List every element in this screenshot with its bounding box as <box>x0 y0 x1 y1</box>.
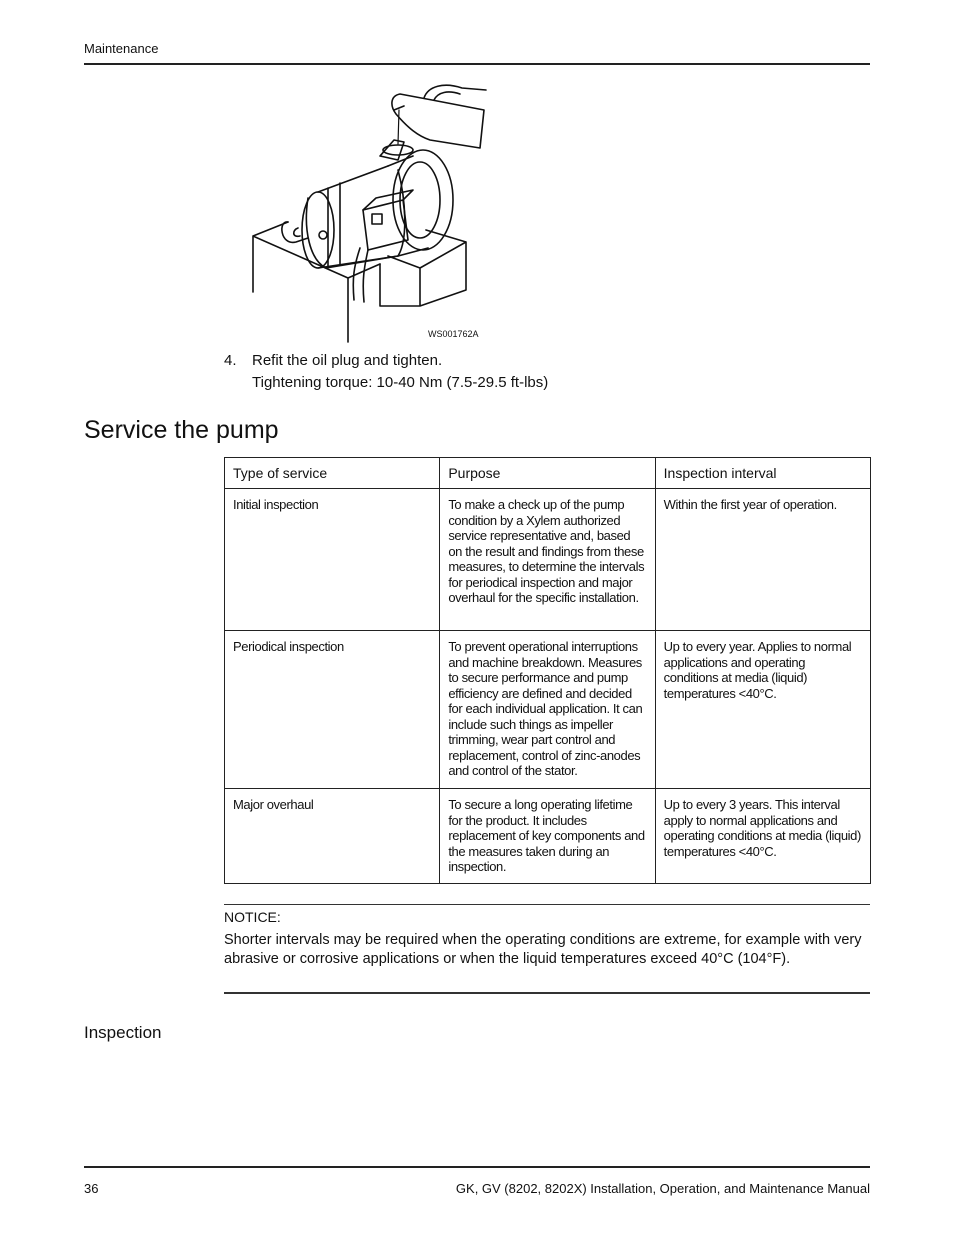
page-number: 36 <box>84 1181 99 1196</box>
notice-top-rule <box>224 904 870 905</box>
notice-text: Shorter intervals may be required when the operating conditions are extreme, for example with very abrasive or corrosive applications or when the liquid temperatures exceed 40°C (104°F). <box>224 932 862 967</box>
footer-rule <box>84 1166 870 1168</box>
table-cell: Up to every 3 years. This interval apply to normal applications and operating conditions at media (liquid) temperatures <40°C. <box>655 789 870 884</box>
procedure-step <box>224 350 548 394</box>
table-cell: To make a check up of the pump condition by a Xylem authorized service representative and, based on the result and findings from these measures, to determine the intervals for periodical inspection and major overhaul for the specific installation. <box>440 489 655 631</box>
table-cell: To prevent operational interruptions and machine breakdown. Measures to secure performance and pump efficiency are defined and decided for each individual application. It can include such things as impeller trimming, wear part control and replacement, control of zinc-anodes and control of the stator. <box>440 631 655 789</box>
table-row <box>225 489 871 631</box>
step-detail: Tightening torque: 10-40 Nm (7.5-29.5 ft-lbs) <box>252 374 549 391</box>
figure-code: WS001762A <box>428 329 479 339</box>
service-table <box>224 457 871 884</box>
step-text: Refit the oil plug and tighten. <box>252 352 443 369</box>
subsection-title: Inspection <box>84 1023 162 1042</box>
column-header: Type of service <box>225 458 440 489</box>
table-header-row <box>225 458 871 489</box>
table-row <box>225 631 871 789</box>
table-cell: Within the first year of operation. <box>655 489 870 631</box>
table-cell: Major overhaul <box>225 789 440 884</box>
step-number: 4. <box>224 352 237 369</box>
manual-title: GK, GV (8202, 8202X) Installation, Operation, and Maintenance Manual <box>455 1181 870 1196</box>
section-title: Service the pump <box>84 416 279 444</box>
column-header: Inspection interval <box>655 458 870 489</box>
running-header: Maintenance <box>84 41 159 56</box>
column-header: Purpose <box>440 458 655 489</box>
header-rule <box>84 63 870 65</box>
notice-bottom-rule <box>224 992 870 994</box>
table-cell: To secure a long operating lifetime for the product. It includes replacement of key components and the measures taken during an inspection. <box>440 789 655 884</box>
table-row <box>225 789 871 884</box>
pump-oil-fill-illustration <box>248 70 488 346</box>
table-cell: Periodical inspection <box>225 631 440 789</box>
table-cell: Initial inspection <box>225 489 440 631</box>
notice-label: NOTICE: <box>224 909 281 925</box>
table-cell: Up to every year. Applies to normal applications and operating conditions at media (liquid) temperatures <40°C. <box>655 631 870 789</box>
